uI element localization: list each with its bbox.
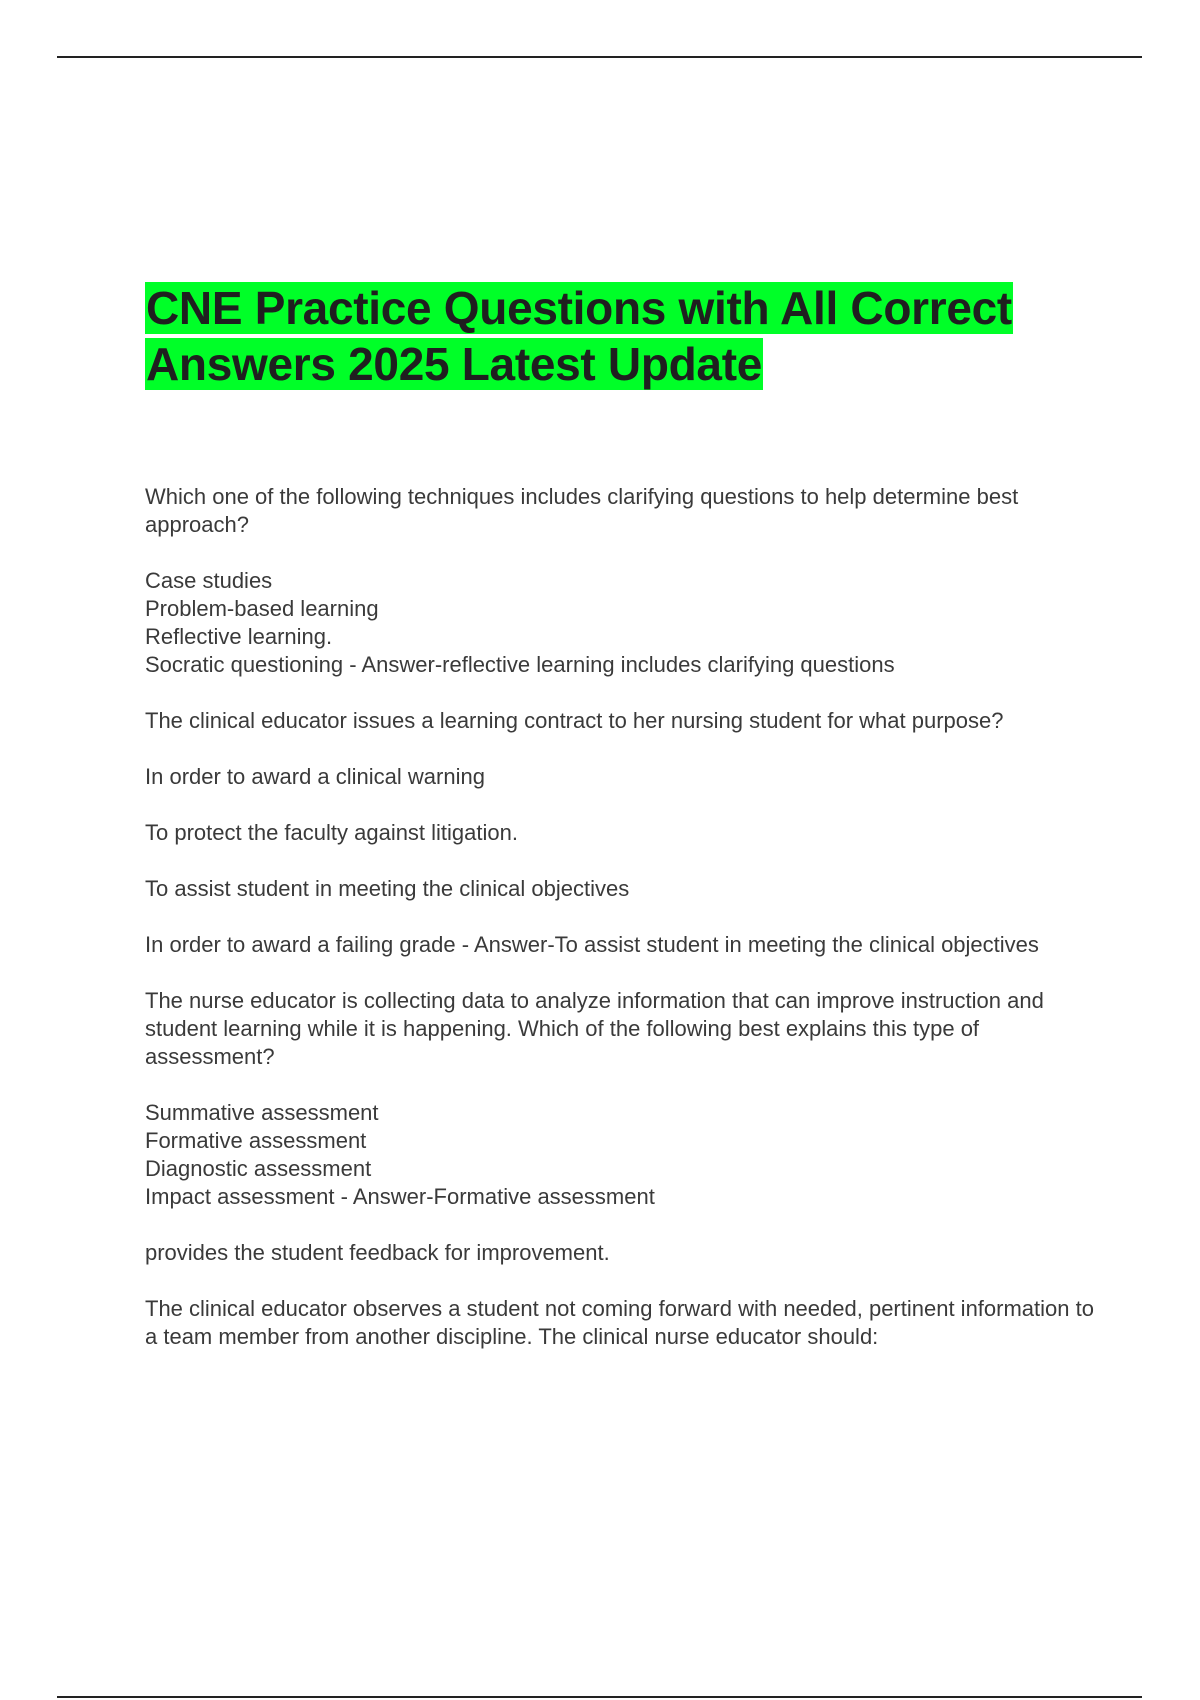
option-line: In order to award a clinical warning xyxy=(145,764,485,789)
title-section xyxy=(145,280,1095,392)
option-line: Summative assessment xyxy=(145,1100,379,1125)
option-answer-line: Impact assessment - Answer-Formative assessment xyxy=(145,1184,655,1209)
options-3 xyxy=(145,1099,1095,1211)
document-title xyxy=(145,280,1095,392)
explanation-text: provides the student feedback for improvement. xyxy=(145,1240,610,1265)
option-line: To protect the faculty against litigation. xyxy=(145,820,518,845)
option-line: Problem-based learning xyxy=(145,596,379,621)
option-line: Reflective learning. xyxy=(145,624,333,649)
question-text: The clinical educator observes a student not coming forward with needed, pertinent information to a team member from another discipline. The clinical nurse educator should: xyxy=(145,1296,1094,1349)
top-rule xyxy=(57,56,1142,58)
option-2a xyxy=(145,763,1095,791)
option-answer-line: Socratic questioning - Answer-reflective learning includes clarifying questions xyxy=(145,652,895,677)
option-line: Diagnostic assessment xyxy=(145,1156,372,1181)
option-line: Formative assessment xyxy=(145,1128,367,1153)
option-line: Case studies xyxy=(145,568,273,593)
question-text: The nurse educator is collecting data to analyze information that can improve instruction and student learning while it is happening. Which of the following best explains this type of assessment? xyxy=(145,988,1044,1069)
question-1 xyxy=(145,483,1095,539)
option-2d-answer xyxy=(145,931,1095,959)
document-body xyxy=(145,483,1095,1379)
option-2c xyxy=(145,875,1095,903)
option-2b xyxy=(145,819,1095,847)
question-text: The clinical educator issues a learning contract to her nursing student for what purpose? xyxy=(145,708,1004,733)
option-line: To assist student in meeting the clinical objectives xyxy=(145,876,630,901)
document-title-highlight: CNE Practice Questions with All Correct Answers 2025 Latest Update xyxy=(146,282,1012,390)
option-answer-line: In order to award a failing grade - Answer-To assist student in meeting the clinical objectives xyxy=(145,932,1039,957)
question-text: Which one of the following techniques includes clarifying questions to help determine best approach? xyxy=(145,484,1019,537)
answer-explanation xyxy=(145,1239,1095,1267)
question-3 xyxy=(145,987,1095,1071)
bottom-rule xyxy=(57,1696,1142,1698)
question-2 xyxy=(145,707,1095,735)
options-1 xyxy=(145,567,1095,679)
question-4 xyxy=(145,1295,1095,1351)
